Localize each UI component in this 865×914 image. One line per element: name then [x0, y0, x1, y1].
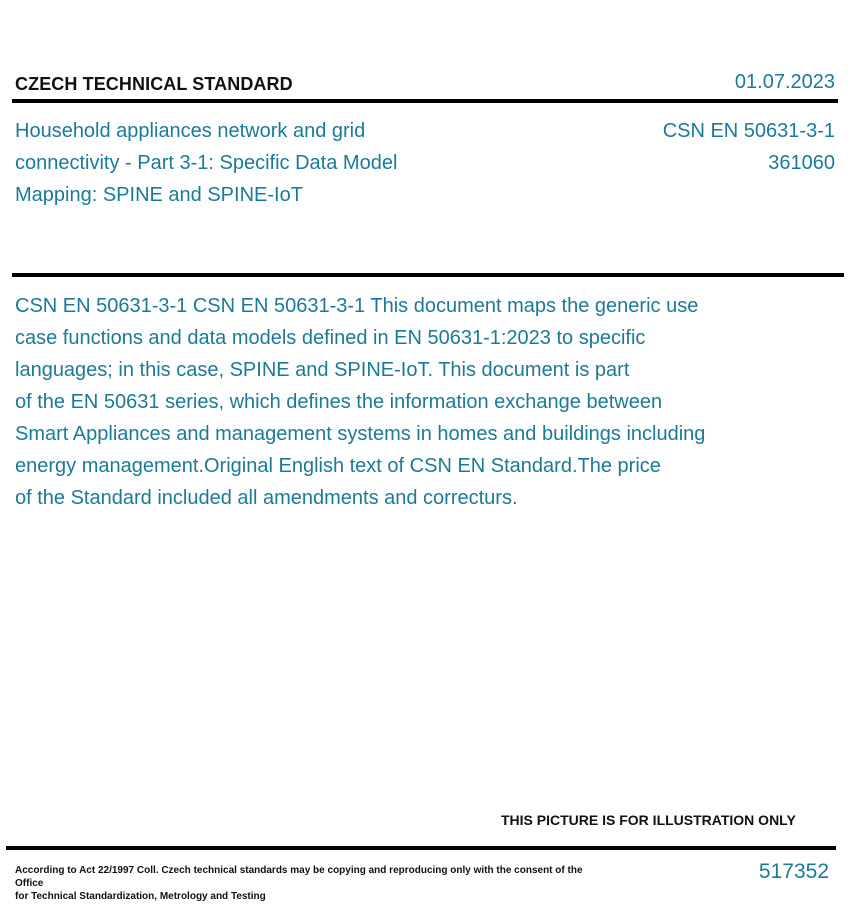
document-number: 517352	[758, 860, 829, 883]
legal-notice-line-1: According to Act 22/1997 Coll. Czech technical standards may be copying and reproducing only with the consent of the Office	[15, 865, 583, 889]
header-divider	[12, 99, 838, 103]
footer-divider	[6, 846, 836, 850]
standard-code: CSN EN 50631-3-1	[662, 120, 835, 142]
classification-number: 361060	[768, 152, 835, 174]
legal-notice-line-2: for Technical Standardization, Metrology and Testing	[15, 891, 266, 902]
standard-codes	[663, 115, 835, 179]
publication-date: 01.07.2023	[734, 71, 835, 93]
title-divider	[12, 273, 844, 277]
abstract-text: CSN EN 50631-3-1 CSN EN 50631-3-1 This document maps the generic use case functions and data models defined in EN 50631-1:2023 to specific languages; in this case, SPINE and SPINE-IoT. This document is part of the EN 50631 series, which defines the information exchange between Smart Appliances and management systems in homes and buildings including energy management.Original English text of CSN EN Standard.The price of the Standard included all amendments and correcturs.	[15, 295, 706, 509]
legal-notice	[15, 864, 595, 903]
document-type-label: CZECH TECHNICAL STANDARD	[15, 74, 293, 94]
illustration-disclaimer: THIS PICTURE IS FOR ILLUSTRATION ONLY	[501, 812, 796, 828]
standard-title: Household appliances network and grid connectivity - Part 3-1: Specific Data Model Mapping: SPINE and SPINE-IoT	[15, 120, 398, 206]
